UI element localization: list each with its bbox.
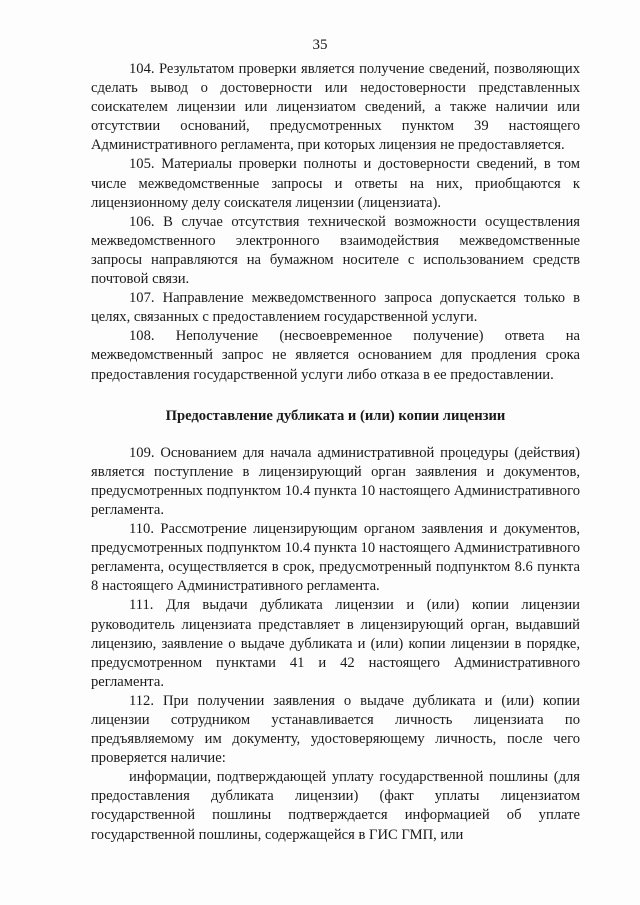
paragraph-112: 112. При получении заявления о выдаче дубликата и (или) копии лицензии сотрудником устанавливается личность лицензиата по предъявляемому им документу, удостоверяющему личность, после чего проверяется наличие: (91, 692, 580, 767)
paragraph-112-item: информации, подтверждающей уплату государственной пошлины (для предоставления дубликата лицензии) (факт уплаты лицензиатом государственной пошлины подтверждается информацией об уплате государственной пошлины, содержащейся в ГИС ГМП, или (91, 769, 580, 843)
paragraph-110: 110. Рассмотрение лицензирующим органом заявления и документов, предусмотренных подпунктом 10.4 пункта 10 настоящего Административного регламента, осуществляется в срок, предусмотренный подпунктом 8.6 пункта 8 настоящего Административного регламента. (91, 521, 580, 595)
paragraph-107: 107. Направление межведомственного запроса допускается только в целях, связанных с предоставлением государственной услуги. (91, 290, 580, 326)
paragraph-109: 109. Основанием для начала административной процедуры (действия) является поступление в лицензирующий орган заявления и документов, предусмотренных подпунктом 10.4 пункта 10 настоящего Административного регламента. (91, 444, 580, 518)
section-heading: Предоставление дубликата и (или) копии лицензии (165, 407, 506, 424)
paragraph-111: 111. Для выдачи дубликата лицензии и (или) копии лицензии руководитель лицензиата представляет в лицензирующий орган, выдавший лицензию, заявление о выдаче дубликата и (или) копии лицензии в порядке, предусмотренном пунктами 41 и 42 настоящего Административного регламента. (91, 597, 580, 690)
document-body (91, 60, 580, 845)
paragraph-106: 106. В случае отсутствия технической возможности осуществления межведомственного электронного взаимодействия межведомственные запросы направляются на бумажном носителе с использованием средств почтовой связи. (91, 213, 580, 288)
paragraph-108: 108. Неполучение (несвоевременное получение) ответа на межведомственный запрос не является основанием для продления срока предоставления государственной услуги либо отказа в ее предоставлении. (91, 328, 580, 383)
page-number: 35 (312, 37, 328, 53)
paragraph-104: 104. Результатом проверки является получение сведений, позволяющих сделать вывод о достоверности или недостоверности представленных соискателем лицензии или лицензиатом сведений, а также наличии или отсутствии оснований, предусмотренных пунктом 39 настоящего Административного регламента, при которых лицензия не предоставляется. (91, 61, 580, 154)
paragraph-105: 105. Материалы проверки полноты и достоверности сведений, в том числе межведомственные запросы и ответы на них, приобщаются к лицензионному делу соискателя лицензии (лицензиата). (91, 156, 580, 211)
